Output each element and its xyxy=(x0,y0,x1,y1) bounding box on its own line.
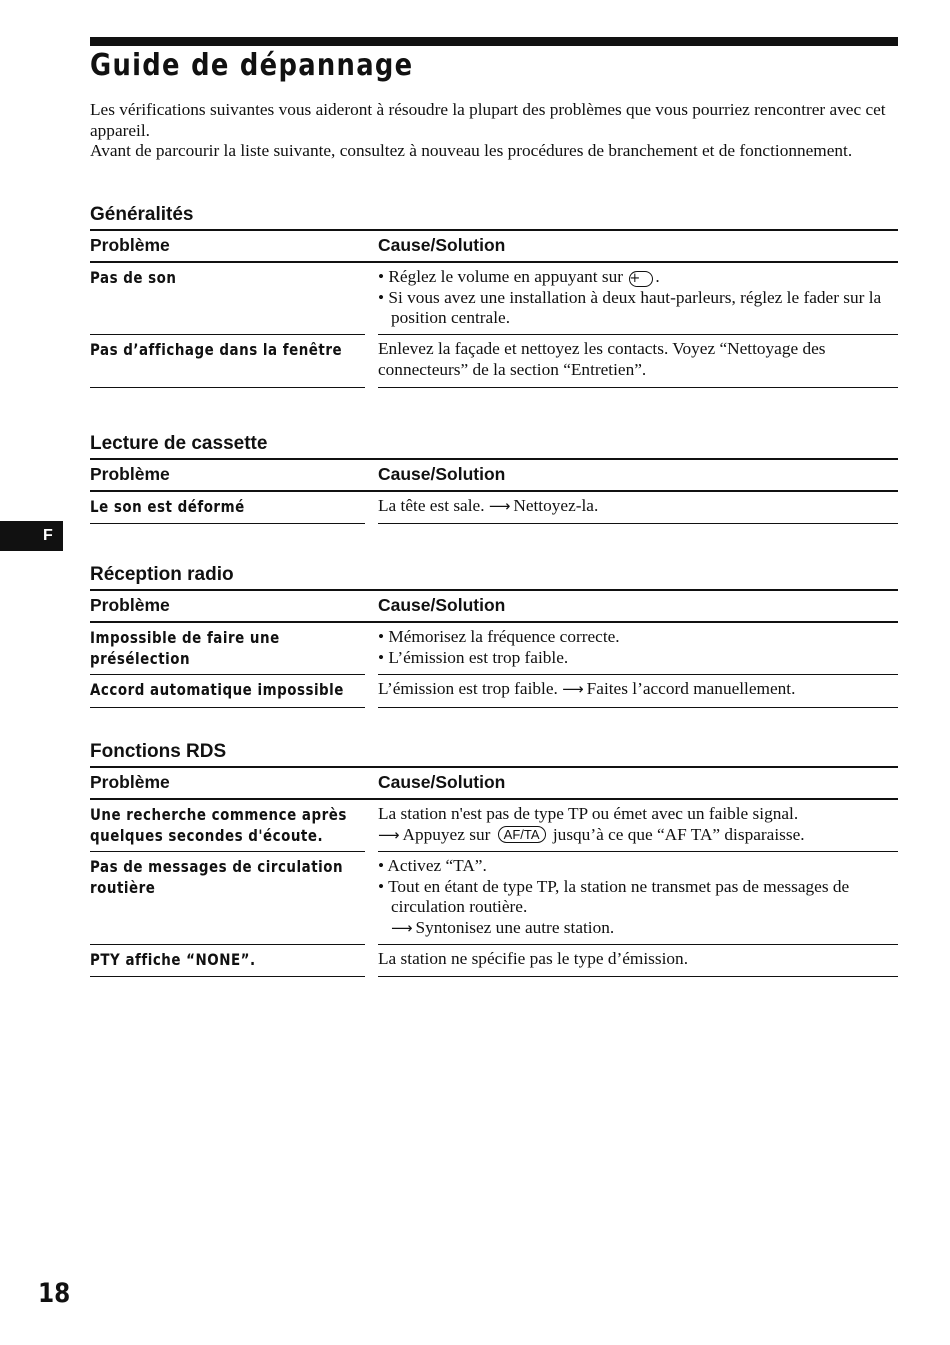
header-problem: Problème xyxy=(90,464,170,484)
page-number: 18 xyxy=(38,1278,71,1309)
arrow-right-icon: ⟶ xyxy=(488,497,511,515)
solution-cell: • Mémorisez la fréquence correcte. • L’émission est trop faible. xyxy=(378,623,898,675)
table-row xyxy=(90,852,898,945)
section-generalites xyxy=(90,201,898,388)
header-solution: Cause/Solution xyxy=(378,772,506,792)
arrow-right-icon: ⟶ xyxy=(562,680,584,698)
header-solution: Cause/Solution xyxy=(378,595,506,615)
solution-cell: • Réglez le volume en appuyant sur + . • Si vous avez une installation à deux haut-parleurs, réglez le fader sur la position centrale. xyxy=(378,263,898,335)
header-solution: Cause/Solution xyxy=(378,235,506,255)
header-problem: Problème xyxy=(90,235,170,255)
table-header xyxy=(90,458,898,492)
table-header xyxy=(90,229,898,263)
problem-cell: Pas de son xyxy=(90,263,365,335)
table-row xyxy=(90,492,898,524)
solution-cell: L’émission est trop faible. ⟶ Faites l’accord manuellement. xyxy=(378,675,898,708)
section-title: Généralités xyxy=(90,204,194,225)
solution-cell: Enlevez la façade et nettoyez les contacts. Voyez “Nettoyage des connecteurs” de la section “Entretien”. xyxy=(378,335,898,388)
solution-cell: La station n'est pas de type TP ou émet avec un faible signal. ⟶ Appuyez sur AF/TA jusqu’à ce que “AF TA” disparaisse. xyxy=(378,800,898,852)
table-row xyxy=(90,335,898,388)
problem-cell: Pas d’affichage dans la fenêtre xyxy=(90,335,365,388)
section-title: Lecture de cassette xyxy=(90,433,268,454)
volume-plus-key-icon: + xyxy=(629,271,653,287)
problem-cell: PTY affiche “NONE”. xyxy=(90,945,365,977)
problem-cell: Une recherche commence après quelques secondes d'écoute. xyxy=(90,800,365,852)
header-problem: Problème xyxy=(90,772,170,792)
table-row xyxy=(90,263,898,335)
section-radio xyxy=(90,561,898,708)
problem-cell: Accord automatique impossible xyxy=(90,675,365,708)
solution-cell: La station ne spécifie pas le type d’émission. xyxy=(378,945,898,977)
problem-cell: Pas de messages de circulation routière xyxy=(90,852,365,945)
intro xyxy=(90,100,890,162)
section-title: Réception radio xyxy=(90,564,234,585)
table-header xyxy=(90,589,898,623)
solution-cell: • Activez “TA”. • Tout en étant de type TP, la station ne transmet pas de messages de circulation routière. ⟶ Syntonisez une autre station. xyxy=(378,852,898,945)
table-row xyxy=(90,945,898,977)
intro-paragraph: Avant de parcourir la liste suivante, consultez à nouveau les procédures de branchement et de fonctionnement. xyxy=(90,141,853,160)
top-rule xyxy=(90,37,898,46)
table-row xyxy=(90,675,898,708)
problem-cell: Impossible de faire une présélection xyxy=(90,623,365,675)
table-row xyxy=(90,623,898,675)
table-header xyxy=(90,766,898,800)
section-title: Fonctions RDS xyxy=(90,741,227,762)
table-row xyxy=(90,800,898,852)
intro-paragraph: Les vérifications suivantes vous aideront à résoudre la plupart des problèmes que vous pourriez rencontrer avec cet appareil. xyxy=(90,100,886,140)
problem-cell: Le son est déformé xyxy=(90,492,365,524)
section-rds xyxy=(90,738,898,977)
page-title: Guide de dépannage xyxy=(90,48,414,83)
arrow-right-icon: ⟶ xyxy=(391,918,413,937)
af-ta-key-icon: AF/TA xyxy=(498,826,546,843)
header-problem: Problème xyxy=(90,595,170,615)
language-tab: F xyxy=(0,521,63,551)
solution-cell: La tête est sale. ⟶ Nettoyez-la. xyxy=(378,492,898,524)
section-cassette xyxy=(90,430,898,524)
header-solution: Cause/Solution xyxy=(378,464,506,484)
arrow-right-icon: ⟶ xyxy=(378,825,400,844)
